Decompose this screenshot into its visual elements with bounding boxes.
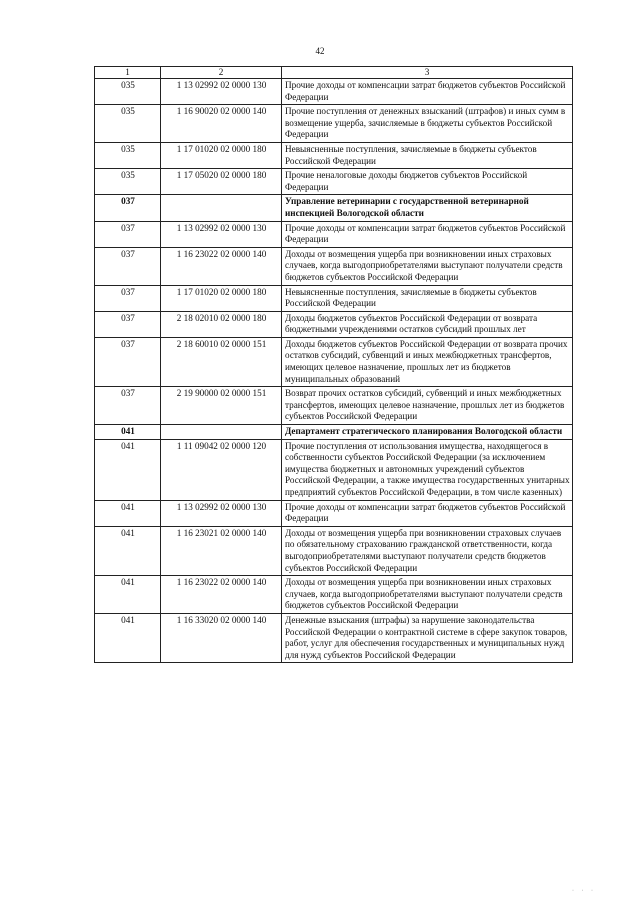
description-cell: Возврат прочих остатков субсидий, субвенций и иных межбюджетных трансфертов, имеющих целевое назначение, прошлых лет из бюджетов субъектов Российской Федерации (282, 387, 573, 425)
admin-code-cell: 037 (95, 221, 161, 247)
table-row (95, 576, 573, 614)
table-row (95, 387, 573, 425)
table-row (95, 105, 573, 143)
description-cell: Прочие доходы от компенсации затрат бюджетов субъектов Российской Федерации (282, 500, 573, 526)
description-cell: Прочие неналоговые доходы бюджетов субъектов Российской Федерации (282, 169, 573, 195)
table-row (95, 439, 573, 500)
revenue-code-cell: 2 19 90000 02 0000 151 (161, 387, 282, 425)
description-cell: Управление ветеринарии с государственной ветеринарной инспекцией Вологодской области (282, 195, 573, 221)
table-section-row (95, 195, 573, 221)
table-row (95, 142, 573, 168)
admin-code-cell: 037 (95, 337, 161, 386)
description-cell: Денежные взыскания (штрафы) за нарушение законодательства Российской Федерации о контрактной системе в сфере закупок товаров, работ, услуг для обеспечения государственных и муниципальных нужд для нужд субъектов Российской Федерации (282, 613, 573, 662)
admin-code-cell: 035 (95, 79, 161, 105)
revenue-code-cell: 1 16 23021 02 0000 140 (161, 526, 282, 575)
description-cell: Невыясненные поступления, зачисляемые в бюджеты субъектов Российской Федерации (282, 142, 573, 168)
admin-code-cell: 041 (95, 576, 161, 614)
revenue-code-cell (161, 195, 282, 221)
description-cell: Доходы от возмещения ущерба при возникновении страховых случаев по обязательному страхованию гражданской ответственности, когда выгодоприобретателями выступают получатели средств бюджетов субъектов Российской Федерации (282, 526, 573, 575)
revenue-code-cell: 1 13 02992 02 0000 130 (161, 500, 282, 526)
description-cell: Прочие поступления от денежных взысканий (штрафов) и иных сумм в возмещение ущерба, зачисляемые в бюджеты субъектов Российской Федерации (282, 105, 573, 143)
description-cell: Департамент стратегического планирования Вологодской области (282, 425, 573, 440)
revenue-code-cell: 1 13 02992 02 0000 130 (161, 221, 282, 247)
revenue-code-cell: 2 18 60010 02 0000 151 (161, 337, 282, 386)
table-row (95, 311, 573, 337)
admin-code-cell: 035 (95, 105, 161, 143)
revenue-code-cell: 1 13 02992 02 0000 130 (161, 79, 282, 105)
admin-code-cell: 035 (95, 169, 161, 195)
scan-marks: · · · (572, 888, 596, 894)
table-row (95, 247, 573, 285)
admin-code-cell: 041 (95, 425, 161, 440)
table-row (95, 285, 573, 311)
revenue-code-cell: 1 16 23022 02 0000 140 (161, 247, 282, 285)
table-row (95, 79, 573, 105)
page-number: 42 (315, 46, 325, 56)
admin-code-cell: 041 (95, 526, 161, 575)
description-cell: Невыясненные поступления, зачисляемые в бюджеты субъектов Российской Федерации (282, 285, 573, 311)
description-cell: Доходы бюджетов субъектов Российской Федерации от возврата прочих остатков субсидий, субвенций и иных межбюджетных трансфертов, имеющих целевое назначение, прошлых лет из бюджетов муниципальных образований (282, 337, 573, 386)
revenue-code-cell: 1 16 33020 02 0000 140 (161, 613, 282, 662)
description-cell: Доходы от возмещения ущерба при возникновении иных страховых случаев, когда выгодоприобретателями выступают получатели средств бюджетов субъектов Российской Федерации (282, 247, 573, 285)
revenue-code-table (94, 66, 573, 663)
description-cell: Доходы от возмещения ущерба при возникновении иных страховых случаев, когда выгодоприобретателями выступают получатели средств бюджетов субъектов Российской Федерации (282, 576, 573, 614)
admin-code-cell: 037 (95, 311, 161, 337)
table-row (95, 221, 573, 247)
column-header-3: 3 (282, 67, 573, 79)
admin-code-cell: 037 (95, 195, 161, 221)
revenue-code-cell: 2 18 02010 02 0000 180 (161, 311, 282, 337)
table-row (95, 337, 573, 386)
revenue-code-cell: 1 17 01020 02 0000 180 (161, 285, 282, 311)
table-row (95, 169, 573, 195)
revenue-code-cell: 1 17 05020 02 0000 180 (161, 169, 282, 195)
revenue-code-cell: 1 16 23022 02 0000 140 (161, 576, 282, 614)
column-header-1: 1 (95, 67, 161, 79)
revenue-code-cell: 1 17 01020 02 0000 180 (161, 142, 282, 168)
revenue-code-cell (161, 425, 282, 440)
admin-code-cell: 041 (95, 439, 161, 500)
table-row (95, 526, 573, 575)
admin-code-cell: 041 (95, 500, 161, 526)
table-row (95, 500, 573, 526)
revenue-code-cell: 1 16 90020 02 0000 140 (161, 105, 282, 143)
admin-code-cell: 037 (95, 285, 161, 311)
description-cell: Прочие доходы от компенсации затрат бюджетов субъектов Российской Федерации (282, 221, 573, 247)
description-cell: Доходы бюджетов субъектов Российской Федерации от возврата бюджетными учреждениями остатков субсидий прошлых лет (282, 311, 573, 337)
admin-code-cell: 037 (95, 387, 161, 425)
revenue-code-cell: 1 11 09042 02 0000 120 (161, 439, 282, 500)
description-cell: Прочие доходы от компенсации затрат бюджетов субъектов Российской Федерации (282, 79, 573, 105)
admin-code-cell: 035 (95, 142, 161, 168)
admin-code-cell: 037 (95, 247, 161, 285)
table-section-row (95, 425, 573, 440)
table-header-row (95, 67, 573, 79)
admin-code-cell: 041 (95, 613, 161, 662)
table-row (95, 613, 573, 662)
column-header-2: 2 (161, 67, 282, 79)
description-cell: Прочие поступления от использования имущества, находящегося в собственности субъектов Российской Федерации (за исключением имущества бюджетных и автономных учреждений субъектов Российской Федерации, а также имущества государственных унитарных предприятий субъектов Российской Федерации, в том числе казенных) (282, 439, 573, 500)
